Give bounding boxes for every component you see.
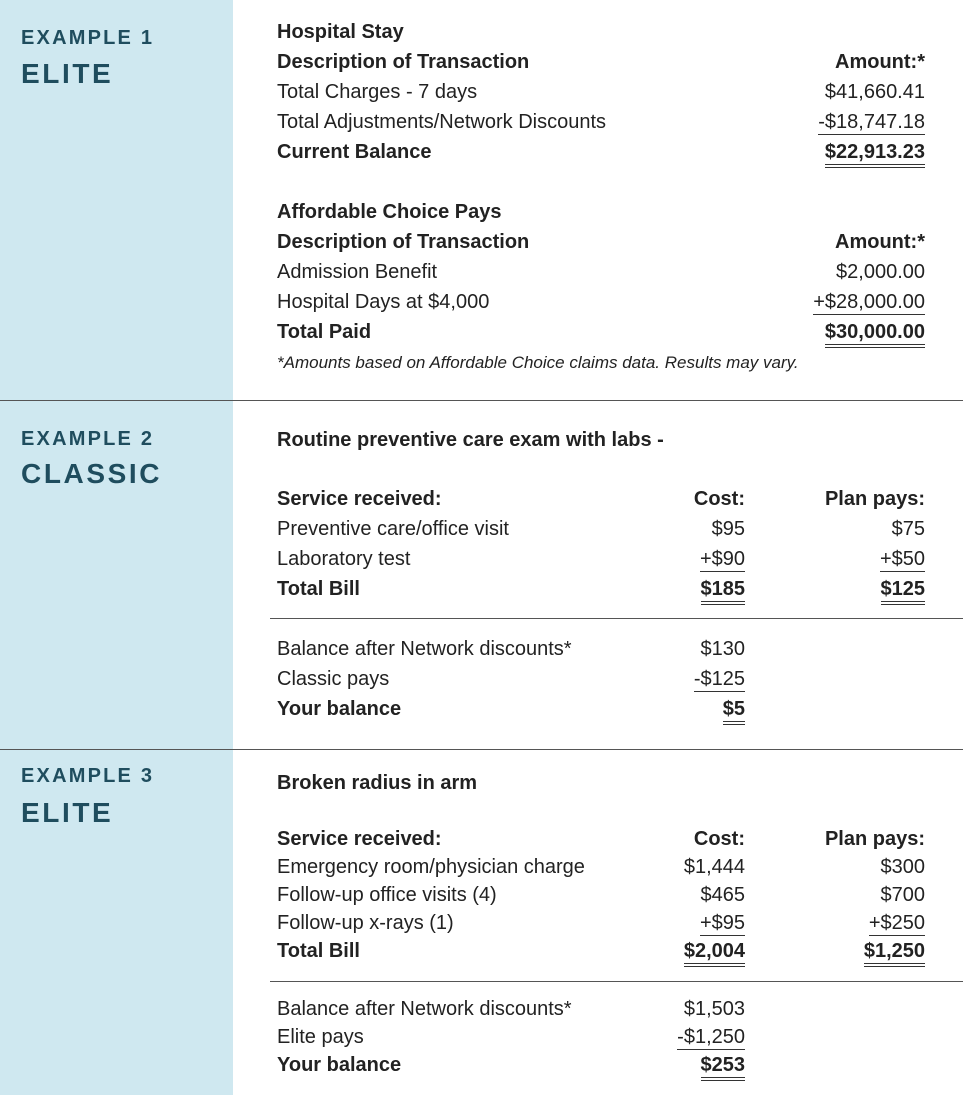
ex2-balance-desc: Balance after Network discounts* xyxy=(277,638,572,660)
ex2-your-balance-desc: Your balance xyxy=(277,698,402,720)
sidebar-band xyxy=(0,0,233,1095)
ex2-balance-amount: $130 xyxy=(700,638,745,660)
section-divider xyxy=(0,400,963,401)
ex2-row-plan: $75 xyxy=(891,518,925,540)
ex2-total-plan: $125 xyxy=(881,577,926,605)
ex3-your-balance-amount: $253 xyxy=(701,1053,746,1081)
ex1-header-desc: Description of Transaction xyxy=(277,51,530,73)
ex1-pays-total-desc: Total Paid xyxy=(277,321,372,343)
ex1-pays-row-amount: +$28,000.00 xyxy=(813,291,925,313)
ex2-row-service: Preventive care/office visit xyxy=(277,518,509,540)
ex1-row-amount: $41,660.41 xyxy=(824,81,925,103)
ex3-row-cost: $1,444 xyxy=(683,856,745,878)
example-1-plan: ELITE xyxy=(21,58,114,89)
example-2-title: Routine preventive care exam with labs - xyxy=(277,429,664,451)
ex1-pays-total-amount: $30,000.00 xyxy=(825,320,925,348)
example-1-label: EXAMPLE 1 xyxy=(21,27,155,49)
ex2-plan-pays-desc: Classic pays xyxy=(277,668,390,690)
ex1-header-amount: Amount:* xyxy=(835,51,925,73)
ex2-plan-pays-amount: -$125 xyxy=(693,668,745,690)
ex3-balance-amount: $1,503 xyxy=(683,998,745,1020)
ex1-total-amount: $22,913.23 xyxy=(825,140,925,168)
ex1-row-desc: Total Adjustments/Network Discounts xyxy=(277,111,607,133)
ex3-header-service: Service received: xyxy=(277,828,442,850)
ex3-plan-pays-desc: Elite pays xyxy=(277,1026,364,1048)
ex1-row-desc: Total Charges - 7 days xyxy=(277,81,478,103)
ex2-header-plan: Plan pays: xyxy=(824,488,925,510)
subsection-divider xyxy=(270,981,963,982)
ex2-row-cost: +$90 xyxy=(699,548,745,570)
ex1-footnote: *Amounts based on Affordable Choice claims data. Results may vary. xyxy=(277,353,799,372)
ex3-row-service: Follow-up office visits (4) xyxy=(277,884,497,906)
ex3-total-plan: $1,250 xyxy=(864,939,925,967)
section-divider xyxy=(0,749,963,750)
example-1-title: Hospital Stay xyxy=(277,21,404,43)
ex3-total-service: Total Bill xyxy=(277,940,360,962)
ex2-header-cost: Cost: xyxy=(693,488,745,510)
ex1-pays-row-desc: Hospital Days at $4,000 xyxy=(277,291,490,313)
ex3-row-cost: +$95 xyxy=(699,912,745,934)
ex1-pays-title: Affordable Choice Pays xyxy=(277,201,502,223)
ex3-row-service: Emergency room/physician charge xyxy=(277,856,585,878)
ex3-header-cost: Cost: xyxy=(693,828,745,850)
example-3-title: Broken radius in arm xyxy=(277,772,478,794)
ex2-row-plan: +$50 xyxy=(879,548,925,570)
ex1-pays-row-desc: Admission Benefit xyxy=(277,261,438,283)
ex2-row-service: Laboratory test xyxy=(277,548,411,570)
ex2-header-service: Service received: xyxy=(277,488,442,510)
ex3-total-cost: $2,004 xyxy=(684,939,745,967)
ex1-row-amount: -$18,747.18 xyxy=(818,111,925,133)
ex2-row-cost: $95 xyxy=(711,518,745,540)
subsection-divider xyxy=(270,618,963,619)
ex3-row-service: Follow-up x-rays (1) xyxy=(277,912,454,934)
ex2-your-balance-amount: $5 xyxy=(723,697,745,725)
ex3-plan-pays-amount: -$1,250 xyxy=(677,1026,745,1048)
ex1-pays-row-amount: $2,000.00 xyxy=(836,261,925,283)
ex2-total-cost: $185 xyxy=(701,577,746,605)
ex3-your-balance-desc: Your balance xyxy=(277,1054,402,1076)
ex3-row-plan: $300 xyxy=(880,856,925,878)
ex3-row-plan: $700 xyxy=(880,884,925,906)
ex3-balance-desc: Balance after Network discounts* xyxy=(277,998,572,1020)
example-3-label: EXAMPLE 3 xyxy=(21,765,155,787)
ex2-total-service: Total Bill xyxy=(277,578,360,600)
ex1-pays-header-amount: Amount:* xyxy=(835,231,925,253)
example-2-plan: CLASSIC xyxy=(21,458,163,489)
example-2-label: EXAMPLE 2 xyxy=(21,428,155,450)
ex3-row-cost: $465 xyxy=(700,884,745,906)
example-3-plan: ELITE xyxy=(21,797,114,828)
ex1-pays-header-desc: Description of Transaction xyxy=(277,231,530,253)
ex3-row-plan: +$250 xyxy=(868,912,925,934)
ex1-total-desc: Current Balance xyxy=(277,141,432,163)
ex3-header-plan: Plan pays: xyxy=(824,828,925,850)
